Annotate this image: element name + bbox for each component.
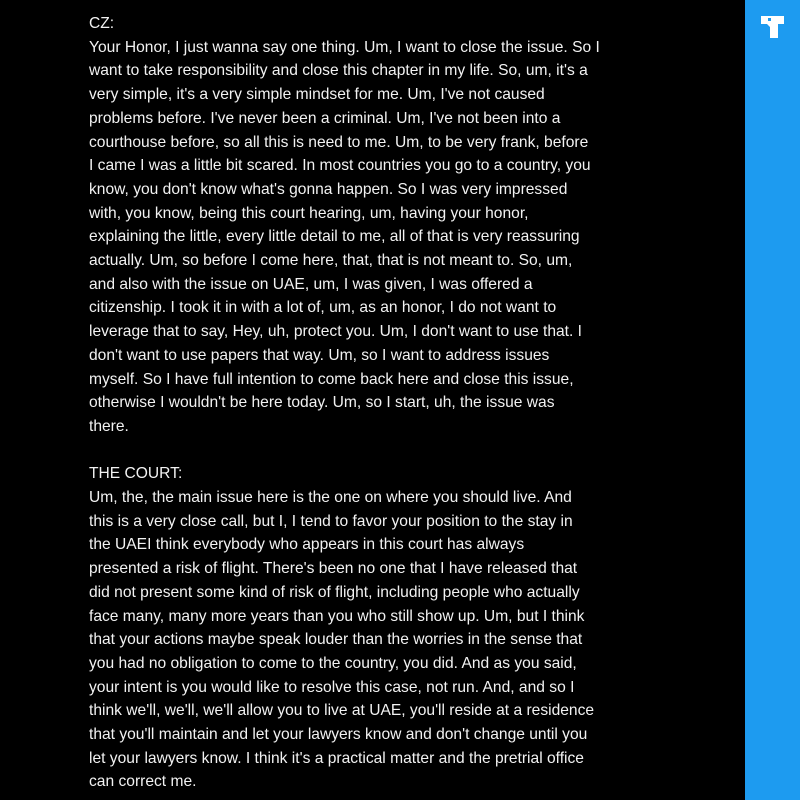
- text-line: your intent is you would like to resolve this case, not run. And, and so I: [89, 678, 575, 696]
- text-line: very simple, it's a very simple mindset for me. Um, I've not caused: [89, 86, 545, 104]
- text-line: you had no obligation to come to the country, you did. And as you said,: [89, 654, 577, 672]
- text-line: leverage that to say, Hey, uh, protect you. Um, I don't want to use that. I: [89, 323, 582, 341]
- text-line: presented a risk of flight. There's been no one that I have released that: [89, 560, 578, 578]
- text-line: want to take responsibility and close this chapter in my life. So, um, it's a: [89, 62, 588, 80]
- text-line: let your lawyers know. I think it's a practical matter and the pretrial office: [89, 749, 584, 767]
- text-line: problems before. I've never been a criminal. Um, I've not been into a: [89, 109, 561, 127]
- transcript-text: [89, 12, 739, 794]
- t-brand-logo-icon: [758, 12, 788, 42]
- speaker-label-the-court: THE COURT:: [89, 465, 183, 483]
- text-line: don't want to use papers that way. Um, so I want to address issues: [89, 346, 550, 364]
- text-line: actually. Um, so before I come here, that, that is not meant to. So, um,: [89, 252, 573, 270]
- text-line: I came I was a little bit scared. In most countries you go to a country, you: [89, 157, 591, 175]
- speaker-label-cz: CZ:: [89, 15, 115, 32]
- text-line: explaining the little, every little detail to me, all of that is very reassuring: [89, 228, 580, 246]
- brand-side-bar: [745, 0, 800, 800]
- cz-statement: [89, 36, 739, 439]
- text-line: otherwise I wouldn't be here today. Um, so I start, uh, the issue was: [89, 394, 555, 412]
- paragraph-gap: [89, 439, 739, 463]
- text-line: and also with the issue on UAE, um, I was given, I was offered a: [89, 275, 533, 293]
- text-line: there.: [89, 417, 129, 435]
- text-line: myself. So I have full intention to come back here and close this issue,: [89, 370, 574, 388]
- text-line: that you'll maintain and let your lawyers know and don't change until you: [89, 726, 588, 744]
- text-line: did not present some kind of risk of flight, including people who actually: [89, 583, 580, 601]
- text-line: courthouse before, so all this is need to me. Um, to be very frank, before: [89, 133, 589, 151]
- text-line: think we'll, we'll, we'll allow you to live at UAE, you'll reside at a residence: [89, 702, 595, 720]
- text-line: Your Honor, I just wanna say one thing. Um, I want to close the issue. So I: [89, 38, 600, 56]
- court-statement: [89, 486, 739, 794]
- text-line: that your actions maybe speak louder than the worries in the sense that: [89, 631, 583, 649]
- text-line: citizenship. I took it in with a lot of, um, as an honor, I do not want to: [89, 299, 557, 317]
- text-line: Um, the, the main issue here is the one on where you should live. And: [89, 489, 572, 507]
- text-line: the UAEI think everybody who appears in this court has always: [89, 536, 525, 554]
- text-line: know, you don't know what's gonna happen. So I was very impressed: [89, 180, 568, 198]
- text-line: with, you know, being this court hearing, um, having your honor,: [89, 204, 529, 222]
- text-line: this is a very close call, but I, I tend to favor your position to the stay in: [89, 512, 573, 530]
- text-line: face many, many more years than you who still show up. Um, but I think: [89, 607, 585, 625]
- text-line: can correct me.: [89, 773, 197, 791]
